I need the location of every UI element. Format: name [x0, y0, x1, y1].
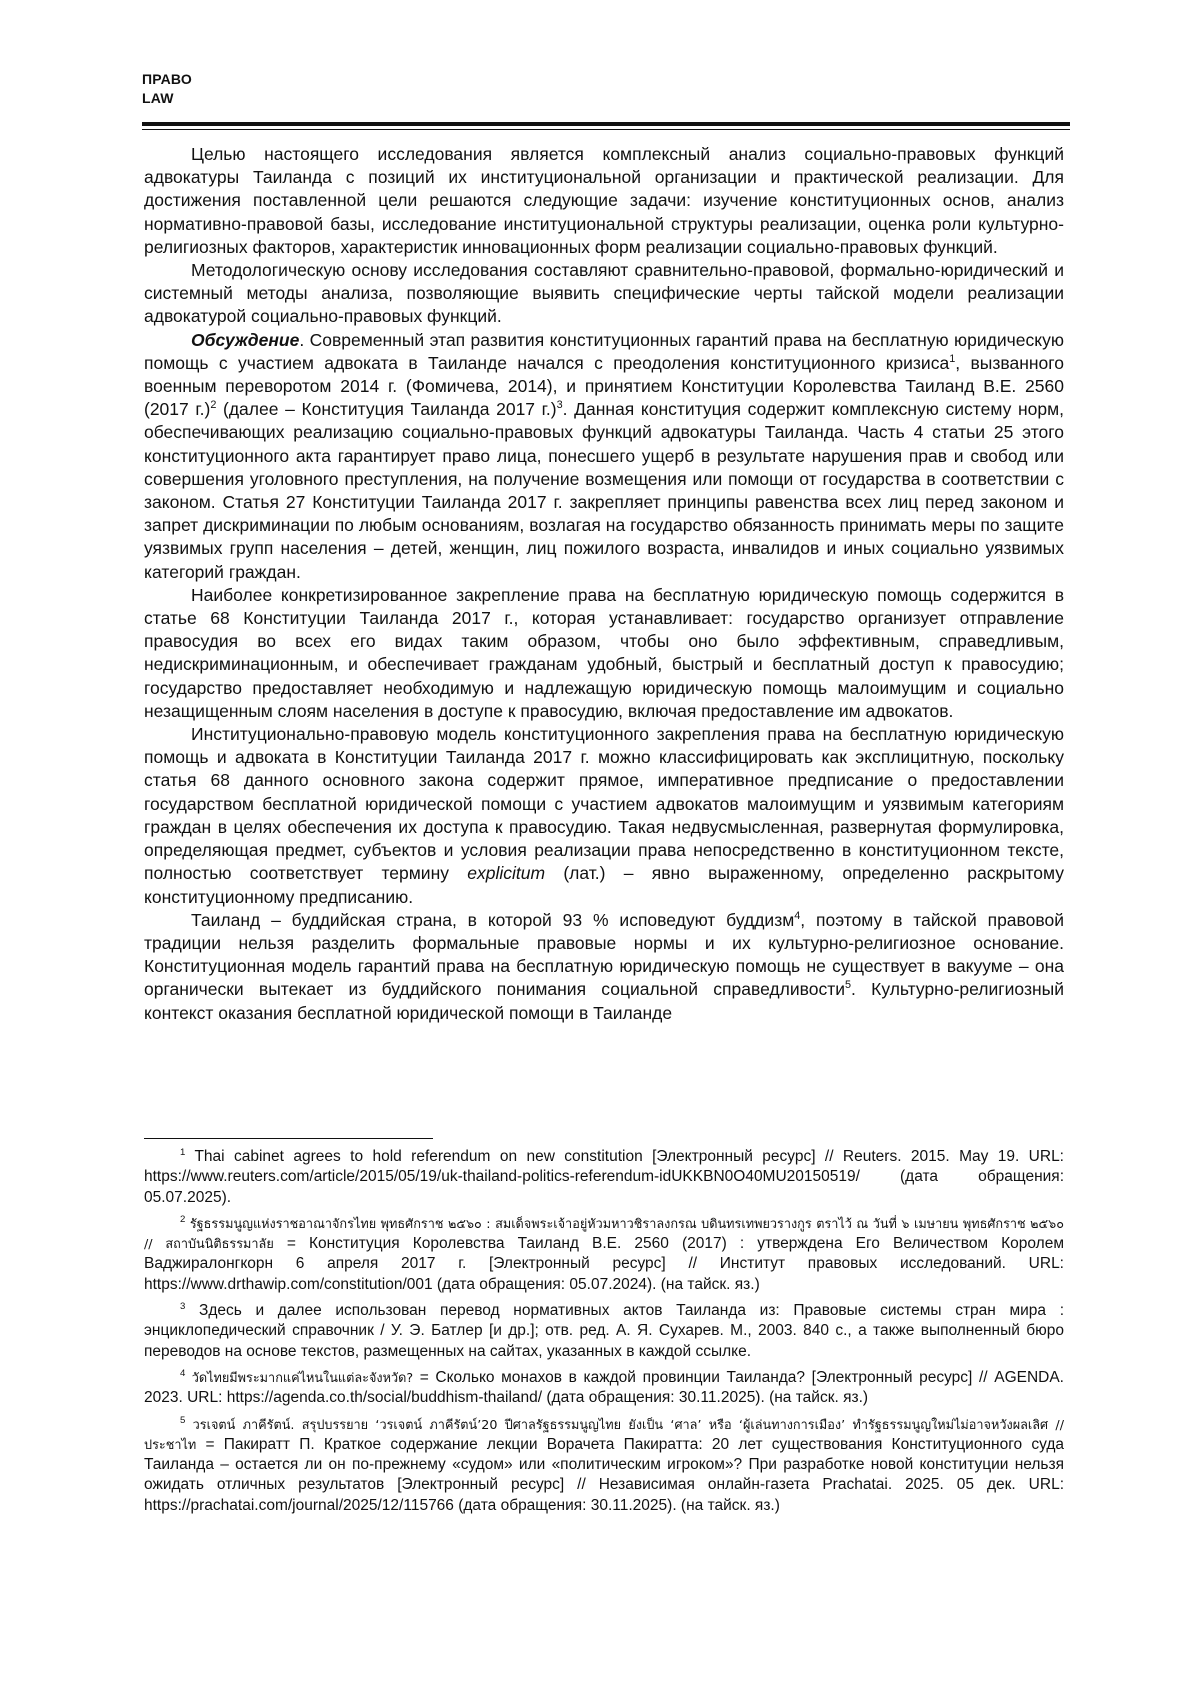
footnote-2: $^2$ รัฐธรรมนูญแห่งราชอาณาจักรไทย พุทธศักราช ๒๕๖๐ : สมเด็จพระเจ้าอยู่หัวมหาวชิราลงกรณ บดินทรเทพยวรางกูร ตราไว้ ณ วันที่ ๖ เมษายน พุทธศักราช ๒๕๖๐ // สถาบันนิติธรรมาลัย = Конституция Королевства Таиланд B.E. 2560 (2017) : утверждена Его Величеством Королем Ваджиралонгкорн 6 апреля 2017 г. [Электронный ресурс] // Институт правовых исследований. URL: https://www.drthawip.com/constitution/001 (дата обращения: 05.07.2024). (на тайск. яз.)	[144, 1213, 1064, 1293]
footnote-ref-2[interactable]: 2	[210, 399, 217, 412]
footnote-ref-1[interactable]: 1	[949, 353, 956, 365]
section-heading-discussion: Обсуждение	[191, 329, 300, 350]
footnote-4: $^4$ วัดไทยมีพระมากแค่ไหนในแต่ละจังหวัด? = Сколько монахов в каждой провинции Таиланда? [Электронный ресурс] // AGENDA. 2023. URL: https://agenda.co.th/social/buddhism-thailand/ (дата обращения: 30.11.2025). (на тайск. яз.)	[144, 1367, 1064, 1407]
footnote-3: $^3$ Здесь и далее использован перевод нормативных актов Таиланда из: Правовые системы стран мира : энциклопедический справочник / У. Э. Батлер [и др.]; отв. ред. А. Я. Сухарев. М., 2003. 840 с., а также выполненный бюро переводов на основе текстов, размещенных на сайтах, указанных в каждой ссылке.	[144, 1300, 1064, 1360]
footnote-ref-4[interactable]: 4	[794, 909, 801, 922]
footnote-ref-3[interactable]: 3	[556, 399, 563, 412]
header-rule-thick	[142, 122, 1070, 126]
footnote-ref-5[interactable]: 5	[845, 979, 852, 992]
footnote-separator	[144, 1138, 433, 1139]
paragraph-methodology: Методологическую основу исследования составляют сравнительно-правовой, формально-юридический и системный методы анализа, позволяющие выявить специфические черты тайской модели реализации адвокатурой социально-правовых функций.	[144, 260, 1064, 327]
paragraph-goal: Целью настоящего исследования является комплексный анализ социально-правовых функций адвокатуры Таиланда с позиций их институциональной организации и практической реализации. Для достижения поставленной цели решаются следующие задачи: изучение конституционных основ, анализ нормативно-правовой базы, исследование институциональной структуры реализации, оценка роли культурно-религиозных факторов, характеристик инновационных форм реализации социально-правовых функций.	[144, 144, 1064, 257]
paragraph-discussion: Обсуждение. Современный этап развития конституционных гарантий права на бесплатную юридическую помощь с участием адвоката в Таиланде начался с преодоления конституционного кризиса$^1$, вызванного военным переворотом 2014 г. (Фомичева, 2014), и принятием Конституции Королевства Таиланд B.E. 2560 (2017 г.)$^2$ (далее – Конституция Таиланда 2017 г.)$^3$. Данная конституция содержит комплексную систему норм, обеспечивающих реализацию социально-правовых функций адвокатуры Таиланда. Часть 4 статьи 25 этого конституционного акта гарантирует право лица, понесшего ущерб в результате нарушения прав и свобод или совершения уголовного преступления, на получение возмещения или помощи от государства в соответствии с законом. Статья 27 Конституции Таиланда 2017 г. закрепляет принципы равенства всех лиц перед законом и запрет дискриминации по любым основаниям, возлагая на государство обязанность принимать меры по защите уязвимых групп населения – детей, женщин, лиц пожилого возраста, инвалидов и иных социально уязвимых категорий граждан.	[144, 329, 1064, 582]
paragraph-buddhism: Таиланд – буддийская страна, в которой 93 % исповедуют буддизм$^4$, поэтому в тайской правовой традиции нельзя разделить формальные правовые нормы и их культурно-религиозное основание. Конституционная модель гарантий права на бесплатную юридическую помощь не существует в вакууме – она органически вытекает из буддийского понимания социальной справедливости$^5$. Культурно-религиозный контекст оказания бесплатной юридической помощи в Таиланде	[144, 909, 1065, 1023]
footnote-1: $^1$ Thai cabinet agrees to hold referendum on new constitution [Электронный ресурс] // Reuters. 2015. May 19. URL: https://www.reuters.com/article/2015/05/19/uk-thailand-politics-referendum-idUKKBN0O40MU20150519/ (дата обращения: 05.07.2025).	[144, 1146, 1064, 1206]
main-text	[144, 143, 1064, 1025]
running-head	[142, 70, 192, 108]
running-head-en: LAW	[142, 90, 174, 106]
header-rule-thin	[142, 129, 1070, 130]
italic-term-explicitum: explicitum	[467, 863, 546, 884]
footnote-5: $^5$ วรเจตน์ ภาคีรัตน์. สรุปบรรยาย ‘วรเจตน์ ภาคีรัตน์’20 ปีศาลรัฐธรรมนูญไทย ยังเป็น ‘ศาล’ หรือ ‘ผู้เล่นทางการเมือง’ ทำรัฐธรรมนูญใหม่ไม่อาจหวังผลเลิศ // ประชาไท = Пакиратт П. Краткое содержание лекции Ворачета Пакиратта: 20 лет существования Конституционного суда Таиланда – остается ли он по-прежнему «судом» или «политическим игроком»? При разработке новой конституции нельзя ожидать отличных результатов [Электронный ресурс] // Независимая онлайн-газета Prachatai. 2025. 05 дек. URL: https://prachatai.com/journal/2025/12/115766 (дата обращения: 30.11.2025). (на тайск. яз.)	[144, 1414, 1064, 1514]
footnotes	[144, 1147, 1064, 1522]
paragraph-explicit-model: Институционально-правовую модель конституционного закрепления права на бесплатную юридическую помощь и адвоката в Конституции Таиланда 2017 г. можно классифицировать как эксплицитную, поскольку статья 68 данного основного закона содержит прямое, императивное предписание о предоставлении государством бесплатной юридической помощи с участием адвокатов малоимущим и уязвимым категориям граждан в целях обеспечения их доступа к правосудию. Такая недвусмысленная, развернутая формулировка, определяющая предмет, субъектов и условия реализации права непосредственно в конституционном тексте, полностью соответствует термину explicitum (лат.) – явно выраженному, определенно раскрытому конституционному предписанию.	[144, 724, 1064, 907]
running-head-ru: ПРАВО	[142, 71, 192, 87]
paragraph-article-68: Наиболее конкретизированное закрепление права на бесплатную юридическую помощь содержится в статье 68 Конституции Таиланда 2017 г., которая устанавливает: государство организует отправление правосудия во всех его видах таким образом, чтобы оно было эффективным, справедливым, недискриминационным, и обеспечивает гражданам удобный, быстрый и бесплатный доступ к правосудию; государство предоставляет необходимую и надлежащую юридическую помощь малоимущим и социально незащищенным слоям населения в доступе к правосудию, включая предоставление им адвокатов.	[144, 584, 1064, 721]
